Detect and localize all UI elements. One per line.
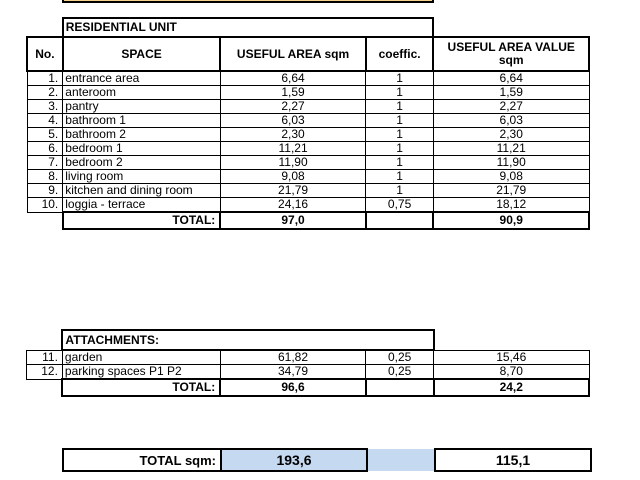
col-header-coeff: coeffic. [366,37,434,71]
row-value: 6,03 [433,114,589,128]
row-value: 2,30 [433,128,589,142]
row-coeff: 0,75 [366,198,434,213]
row-number: 3. [27,100,63,114]
row-coeff: 1 [366,71,434,86]
row-space: bathroom 2 [63,128,221,142]
row-coeff: 1 [366,142,434,156]
attachments-heading: ATTACHMENTS: [62,330,365,350]
row-coeff: 1 [366,100,434,114]
row-area: 6,64 [220,71,365,86]
row-number: 8. [27,170,63,184]
row-number: 4. [27,114,63,128]
row-value: 1,59 [433,86,589,100]
residential-total-area: 97,0 [220,212,365,229]
table-row [27,100,589,114]
row-coeff: 1 [366,128,434,142]
row-number: 1. [27,71,63,86]
row-area: 2,30 [220,128,365,142]
table-row [27,142,589,156]
row-area: 34,79 [220,365,365,380]
residential-total-value: 90,9 [433,212,589,229]
row-area: 1,59 [220,86,365,100]
row-space: bedroom 1 [63,142,221,156]
table-row [27,114,589,128]
row-area: 9,08 [220,170,365,184]
row-space: anteroom [63,86,221,100]
residential-unit-table [26,17,590,230]
row-value: 6,64 [433,71,589,86]
row-number: 10. [27,198,63,213]
residential-total-label: TOTAL: [63,212,221,229]
grand-total-value: 115,1 [435,449,591,471]
grand-total-spacer [367,449,435,471]
row-area: 24,16 [220,198,365,213]
attachments-table [26,329,590,397]
attachments-total-value: 24,2 [434,379,589,396]
row-value: 8,70 [434,365,589,380]
row-value: 9,08 [433,170,589,184]
row-area: 6,03 [220,114,365,128]
col-header-no: No. [27,37,63,71]
row-space: bedroom 2 [63,156,221,170]
row-number: 5. [27,128,63,142]
row-value: 18,12 [433,198,589,213]
table-row [27,170,589,184]
row-number: 12. [27,365,63,380]
table-row [27,198,589,213]
row-coeff: 1 [366,156,434,170]
row-coeff: 1 [366,114,434,128]
row-value: 15,46 [434,350,589,365]
row-space: bathroom 1 [63,114,221,128]
row-area: 2,27 [220,100,365,114]
row-space: living room [63,170,221,184]
row-space: garden [62,350,220,365]
row-space: entrance area [63,71,221,86]
row-space: parking spaces P1 P2 [62,365,220,380]
col-header-area: USEFUL AREA sqm [220,37,365,71]
col-header-value-line1: USEFUL AREA VALUE [447,40,575,54]
table-row [27,86,589,100]
residential-heading: RESIDENTIAL UNIT [63,18,366,37]
row-coeff: 1 [366,184,434,198]
row-area: 21,79 [220,184,365,198]
row-value: 21,79 [433,184,589,198]
row-coeff: 1 [366,86,434,100]
table-row [27,71,589,86]
row-area: 61,82 [220,350,365,365]
row-coeff: 0,25 [366,365,434,380]
attachments-total-area: 96,6 [220,379,365,396]
row-number: 11. [27,350,63,365]
row-number: 9. [27,184,63,198]
grand-total-label: TOTAL sqm: [63,449,221,471]
table-row [27,184,589,198]
table-row [27,128,589,142]
row-area: 11,90 [220,156,365,170]
top-border-bar [62,0,434,3]
row-number: 7. [27,156,63,170]
col-header-value-line2: sqm [498,53,524,67]
row-value: 11,90 [433,156,589,170]
row-value: 2,27 [433,100,589,114]
row-space: kitchen and dining room [63,184,221,198]
row-coeff: 0,25 [366,350,434,365]
row-number: 2. [27,86,63,100]
table-row [27,156,589,170]
row-area: 11,21 [220,142,365,156]
row-value: 11,21 [433,142,589,156]
row-space: pantry [63,100,221,114]
table-row [27,350,590,365]
row-number: 6. [27,142,63,156]
grand-total-area: 193,6 [221,449,367,471]
row-coeff: 1 [366,170,434,184]
attachments-total-label: TOTAL: [62,379,220,396]
row-space: loggia - terrace [63,198,221,213]
col-header-space: SPACE [63,37,221,71]
col-header-value [433,37,589,71]
grand-total-table [62,448,592,472]
table-row [27,365,590,380]
